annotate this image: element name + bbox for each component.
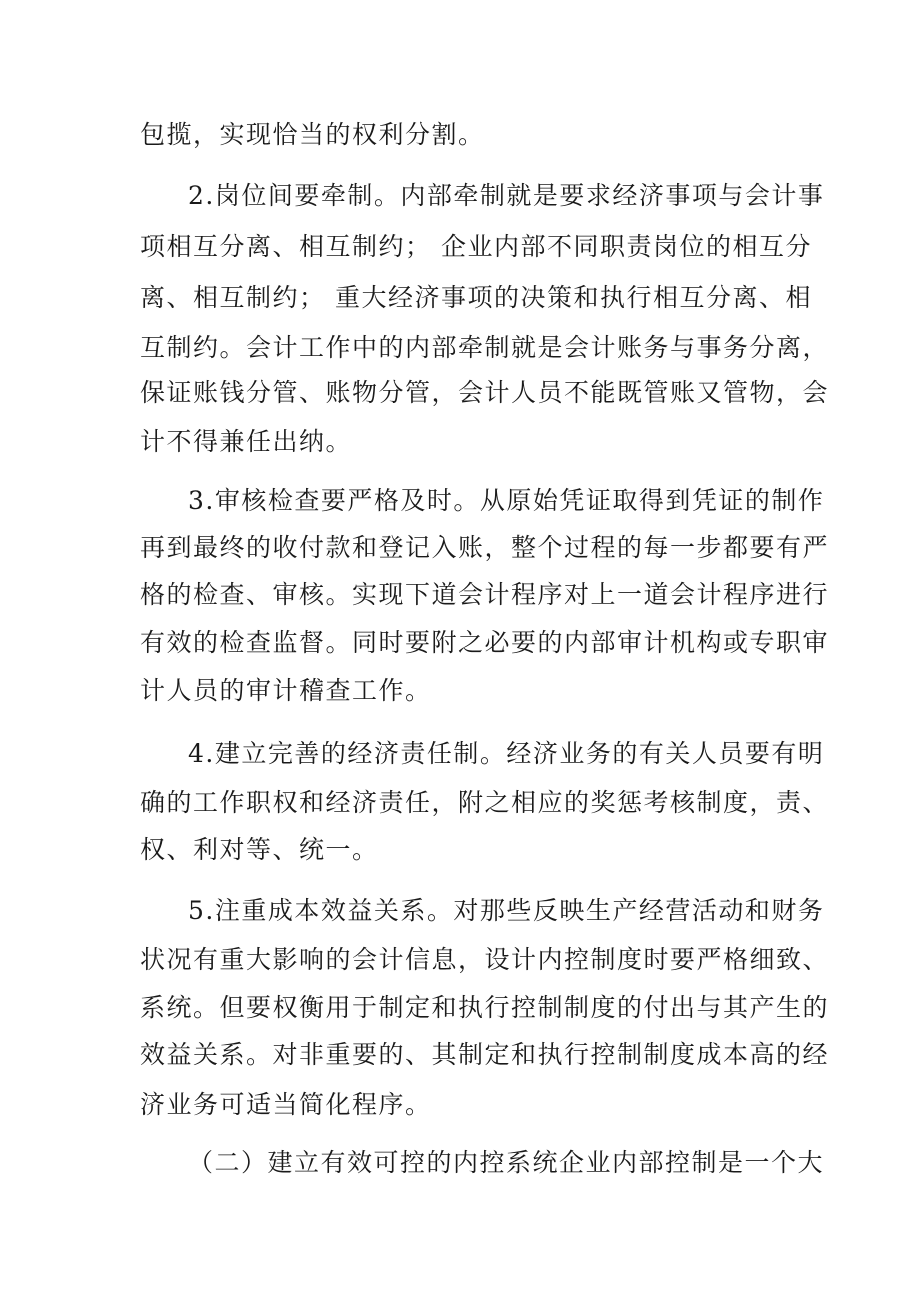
paragraph-line: 包揽，实现恰当的权利分割。 (140, 120, 485, 149)
paragraph-line: 保证账钱分管、账物分管，会计人员不能既管账又管物，会 (140, 378, 830, 407)
paragraph-line: 离、相互制约； 重大经济事项的决策和执行相互分离、相 (140, 283, 812, 312)
paragraph-line: 计人员的审计稽查工作。 (140, 676, 432, 705)
paragraph-line: 效益关系。对非重要的、其制定和执行控制制度成本高的经 (140, 1040, 830, 1069)
paragraph-line: （二）建立有效可控的内控系统企业内部控制是一个大 (188, 1148, 825, 1177)
paragraph-line: 权、利对等、统一。 (140, 835, 379, 864)
paragraph-line: 有效的检查监督。同时要附之必要的内部审计机构或专职审 (140, 628, 830, 657)
paragraph-line: 项相互分离、相互制约； 企业内部不同职责岗位的相互分 (140, 232, 812, 261)
paragraph-line: 状况有重大影响的会计信息，设计内控制度时要严格细致、 (140, 945, 830, 974)
paragraph-line: 3.审核检查要严格及时。从原始凭证取得到凭证的制作 (188, 486, 825, 515)
paragraph-line: 5.注重成本效益关系。对那些反映生产经营活动和财务 (188, 896, 825, 925)
paragraph-line: 确的工作职权和经济责任，附之相应的奖惩考核制度，责、 (140, 788, 830, 817)
paragraph-line: 互制约。会计工作中的内部牵制就是会计账务与事务分离， (140, 333, 830, 362)
paragraph-line: 格的检查、审核。实现下道会计程序对上一道会计程序进行 (140, 580, 830, 609)
paragraph-line: 再到最终的收付款和登记入账，整个过程的每一步都要有严 (140, 533, 830, 562)
paragraph-line: 2.岗位间要牵制。内部牵制就是要求经济事项与会计事 (188, 181, 825, 210)
paragraph-line: 系统。但要权衡用于制定和执行控制制度的付出与其产生的 (140, 993, 830, 1022)
paragraph-line: 济业务可适当简化程序。 (140, 1090, 432, 1119)
paragraph-line: 4.建立完善的经济责任制。经济业务的有关人员要有明 (188, 739, 825, 768)
paragraph-line: 计不得兼任出纳。 (140, 427, 353, 456)
